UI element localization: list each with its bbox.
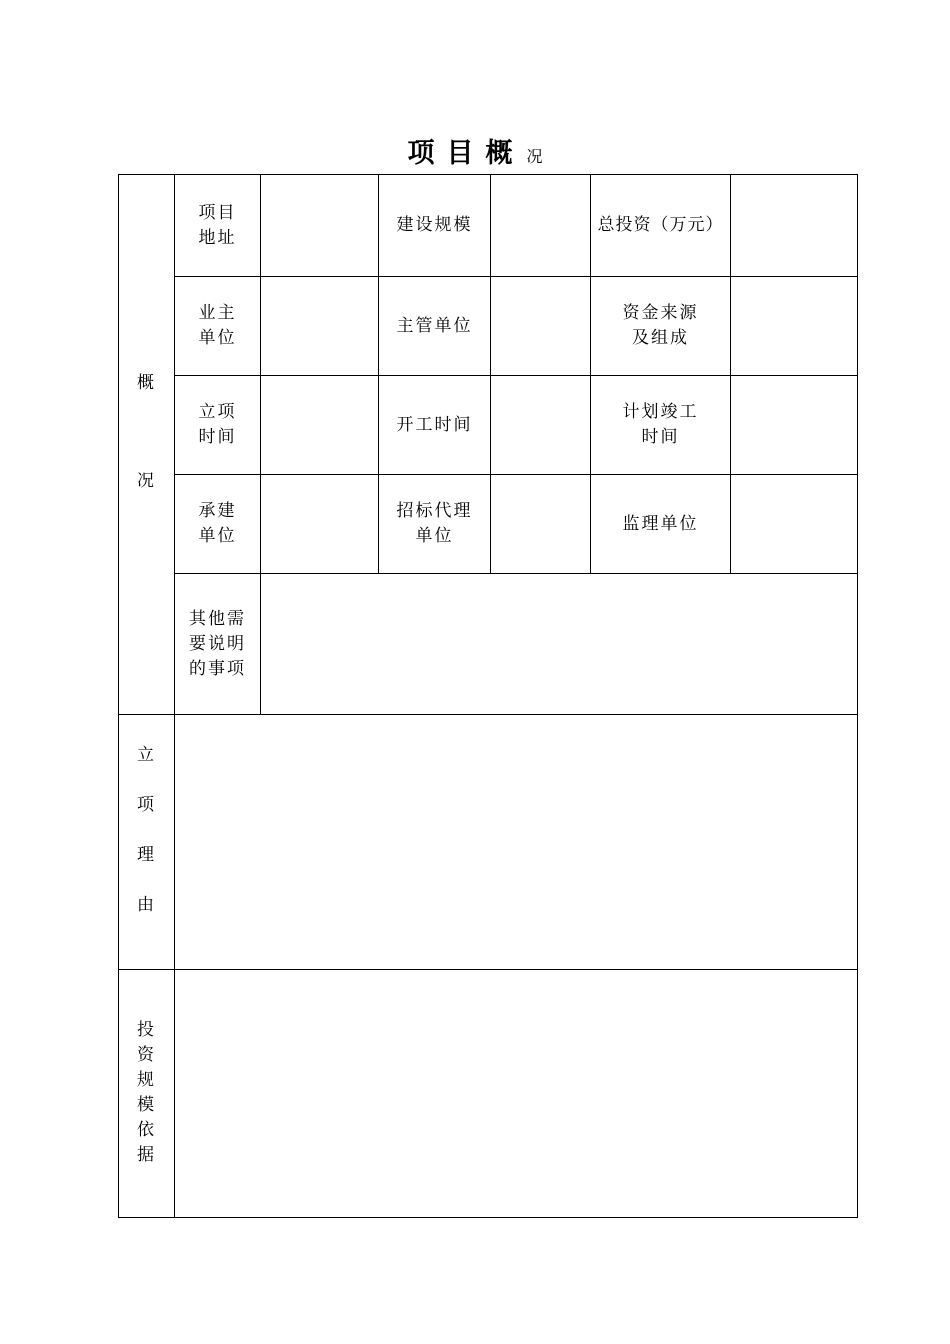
build-scale-field[interactable] bbox=[491, 175, 590, 276]
basis-char: 模 bbox=[137, 1095, 156, 1115]
reason-char: 由 bbox=[137, 895, 156, 915]
basis-char: 资 bbox=[137, 1045, 156, 1065]
label-contractor: 承建 单位 bbox=[198, 501, 237, 546]
total-investment-field[interactable] bbox=[731, 175, 857, 276]
label-supervising-unit: 主管单位 bbox=[396, 315, 473, 336]
approval-reason-field[interactable] bbox=[175, 715, 857, 969]
page-title bbox=[0, 131, 950, 170]
overview-char: 概 bbox=[137, 373, 156, 393]
label-other-matters: 其他需 要说明 的事项 bbox=[189, 608, 246, 679]
basis-char: 投 bbox=[137, 1020, 156, 1040]
funding-source-field[interactable] bbox=[731, 277, 857, 375]
label-owner-unit: 业主 单位 bbox=[198, 303, 237, 348]
label-total-investment: 总投资（万元） bbox=[597, 215, 724, 235]
owner-unit-field[interactable] bbox=[261, 277, 378, 375]
reason-char: 理 bbox=[137, 845, 156, 865]
label-start-time: 开工时间 bbox=[396, 414, 473, 435]
basis-char: 据 bbox=[137, 1145, 156, 1165]
other-matters-field[interactable] bbox=[261, 574, 857, 714]
basis-char: 依 bbox=[137, 1120, 156, 1140]
label-supervision-unit: 监理单位 bbox=[622, 513, 699, 534]
investment-basis-field[interactable] bbox=[175, 970, 857, 1217]
start-time-field[interactable] bbox=[491, 376, 590, 474]
planned-completion-field[interactable] bbox=[731, 376, 857, 474]
label-tender-agent: 招标代理 单位 bbox=[396, 501, 473, 546]
project-address-field[interactable] bbox=[261, 175, 378, 276]
label-planned-completion: 计划竣工 时间 bbox=[622, 402, 699, 447]
tender-agent-field[interactable] bbox=[491, 475, 590, 573]
label-project-address: 项目 地址 bbox=[198, 202, 237, 248]
basis-char: 规 bbox=[137, 1070, 156, 1090]
title-main: 项目概 bbox=[407, 138, 525, 169]
contractor-field[interactable] bbox=[261, 475, 378, 573]
label-funding-source: 资金来源 及组成 bbox=[622, 303, 699, 348]
overview-char: 况 bbox=[137, 471, 156, 491]
label-approval-time: 立项 时间 bbox=[198, 402, 237, 447]
approval-time-field[interactable] bbox=[261, 376, 378, 474]
reason-char: 立 bbox=[137, 745, 156, 765]
supervision-unit-field[interactable] bbox=[731, 475, 857, 573]
reason-char: 项 bbox=[137, 795, 156, 815]
project-overview-table bbox=[118, 174, 858, 1218]
supervising-unit-field[interactable] bbox=[491, 277, 590, 375]
title-tail: 况 bbox=[526, 147, 543, 166]
label-build-scale: 建设规模 bbox=[396, 215, 473, 235]
